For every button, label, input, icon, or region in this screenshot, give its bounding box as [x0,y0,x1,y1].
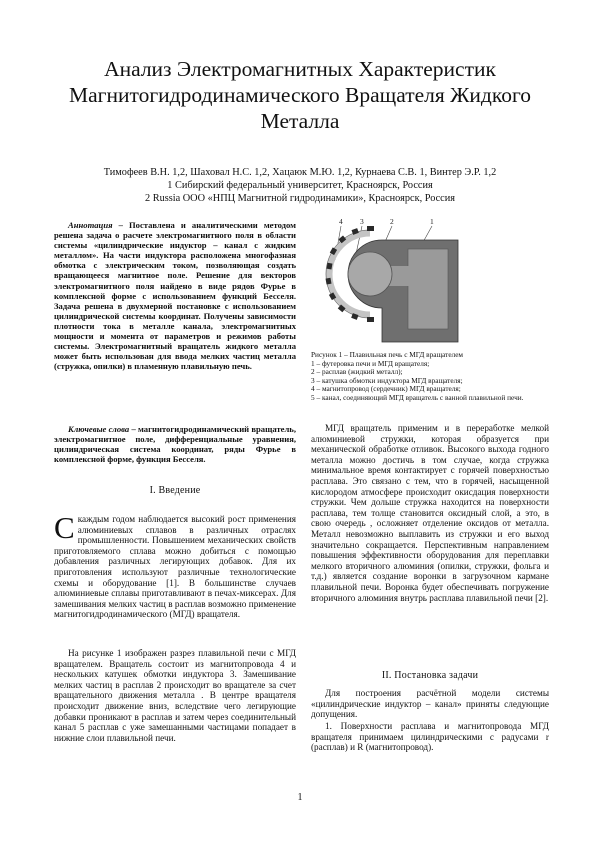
abstract [54,220,296,371]
authors-line: Тимофеев В.Н. 1,2, Шаховал Н.С. 1,2, Хацаюк М.Ю. 1,2, Курнаева С.В. 1, Винтер Э.Р. 1,2 [103,167,497,178]
affiliation-1: 1 Сибирский федеральный университет, Красноярск, Россия [167,180,433,191]
drop-cap: С [54,510,75,545]
melt-circle [348,252,392,296]
intro-paragraph-2: На рисунке 1 изображен разрез плавильной печи с МГД вращателем. Вращатель состоит из магнитопровода 4 и нескольких катушек обмотки индуктора 3. Замешивание мелких частиц в расплав 2 происходит во вращателе за счет вращательного движения металла . В центре вращателя происходит движение вниз, вследствие чего легирующие добавки проникают в расплав и затем через соединительный канал 5 расплав с уже замешанными частицами попадает в нижние слои плавильной печи. [54,648,296,743]
furnace-bath [408,249,448,329]
section-heading-introduction: I. Введение [149,485,201,496]
affiliation-2: 2 Russia ООО «НПЦ Магнитной гидродинамики», Красноярск, Россия [144,193,455,204]
paper-title: Анализ Электромагнитных Характеристик Магнитогидродинамического Вращателя Жидкого Металла [69,57,531,133]
caption-line: 1 – футеровка печи и МГД вращателя; [311,358,430,368]
page-number: 1 [297,792,303,803]
caption-line: 3 – катушка обмотки индуктора МГД вращателя; [311,375,463,385]
abstract-label: Аннотация [68,220,113,230]
caption-line: 4 – магнитопровод (сердечник) МГД вращателя; [311,384,461,394]
figure-labels [339,217,434,226]
caption-line: 5 – канал, соединяющий МГД вращатель с ванной плавильной печи. [311,392,524,402]
figure-furnace-diagram [312,216,462,346]
intro-text: каждым годом наблюдается высокий рост применения алюминиевых сплавов в различных отраслях промышленности. Повышением механических свойств приготовляемого сплава можно добиться с помощью добавления различных легирующих добавок. Для их приготовления используют различные технологические схемы и оборудование [1]. В большинстве случаев алюминиевые сплавы приготавливают в печах-миксерах. Для замешивания мелких частиц в расплав возможно применение магнитогидродинамического (МГД) вращателя. [54,514,296,620]
figure-label-4: 4 [339,217,343,226]
body-paragraph: 1. Поверхности расплава и магнитопровода МГД вращателя принимаем цилиндрическими с радусами r (расплав) и R (магнитопровод). [311,721,549,753]
keywords-label: Ключевые слова [68,424,130,434]
intro-paragraph [54,510,296,620]
section-heading-problem: II. Постановка задачи [381,670,479,681]
body-paragraph: МГД вращатель применим и в переработке мелкой алюминиевой стружки, которая образуется при механической обработке отливок. Высокого выхода годного металла можно достичь в том случае, когда стружка минимальное время контактирует с горячей поверхностью расплава. Это связано с тем, что в горячей, насыщенной кислородом атмосфере происходит окисдация поверхности стружки. Чем дольше стружка находится на поверхности расплава, тем толще становится оксидный слой, а это, в свою очередь , осложняет отделение оксидов от металла. Металл невозможно выплавить из стружки и его выход значительно сокращается. Перспективным направлением повышения эффективности оборудования для переплавки мелкого вторичного алюминия (опилки, стружки, фольга и т.д.) является создание воронки в загрузочном кармане плавильной печи. Воронка будет обеспечивать погружение вторичного алюминия внутрь расплава плавильной печи [2]. [311,423,549,603]
body-paragraph: Для построения расчётной модели системы «цилиндрические индуктор – канал» приняты следующие допущения. [311,688,549,720]
figure-label-2: 2 [390,217,394,226]
figure-caption [311,351,549,403]
figure-label-3: 3 [360,217,364,226]
figure-label-1: 1 [430,217,434,226]
keywords [54,424,296,464]
abstract-text: – Поставлена и аналитическими методом решена задача о расчете электромагнитного поля в области системы «цилиндрические индуктор – канал с жидким металлом». На части индуктора расположена многофазная обмотка с электрическим током, позволяющая создать вращающееся магнитное поле. Решение для векторов электромагнитного поля найдено в виде рядов Фурье в комплексной форме с использованием функций Бесселя. Задача решена в двухмерной постановке с использованием цилиндрической системы координат. Получены зависимости плотности тока в металле канала, электромагнитных мощности и момента от параметров и режимов работы системы. Электромагнитный вращатель жидкого металла может быть использован для ввода мелких частиц металла (стружка, опилки) в пламенную плавильную печь. [54,220,296,372]
caption-line: Рисунок 1 – Плавильная печь с МГД вращателем [311,350,464,359]
caption-line: 2 – расплав (жидкий металл); [311,367,403,377]
keywords-text: – магнитогидродинамический вращатель, электромагнитное поле, дифференциальные уравнения, цилиндрическая система координат, ряды Фурье в комплексной форме, функция Бесселя. [54,424,296,465]
author-block [40,166,560,205]
